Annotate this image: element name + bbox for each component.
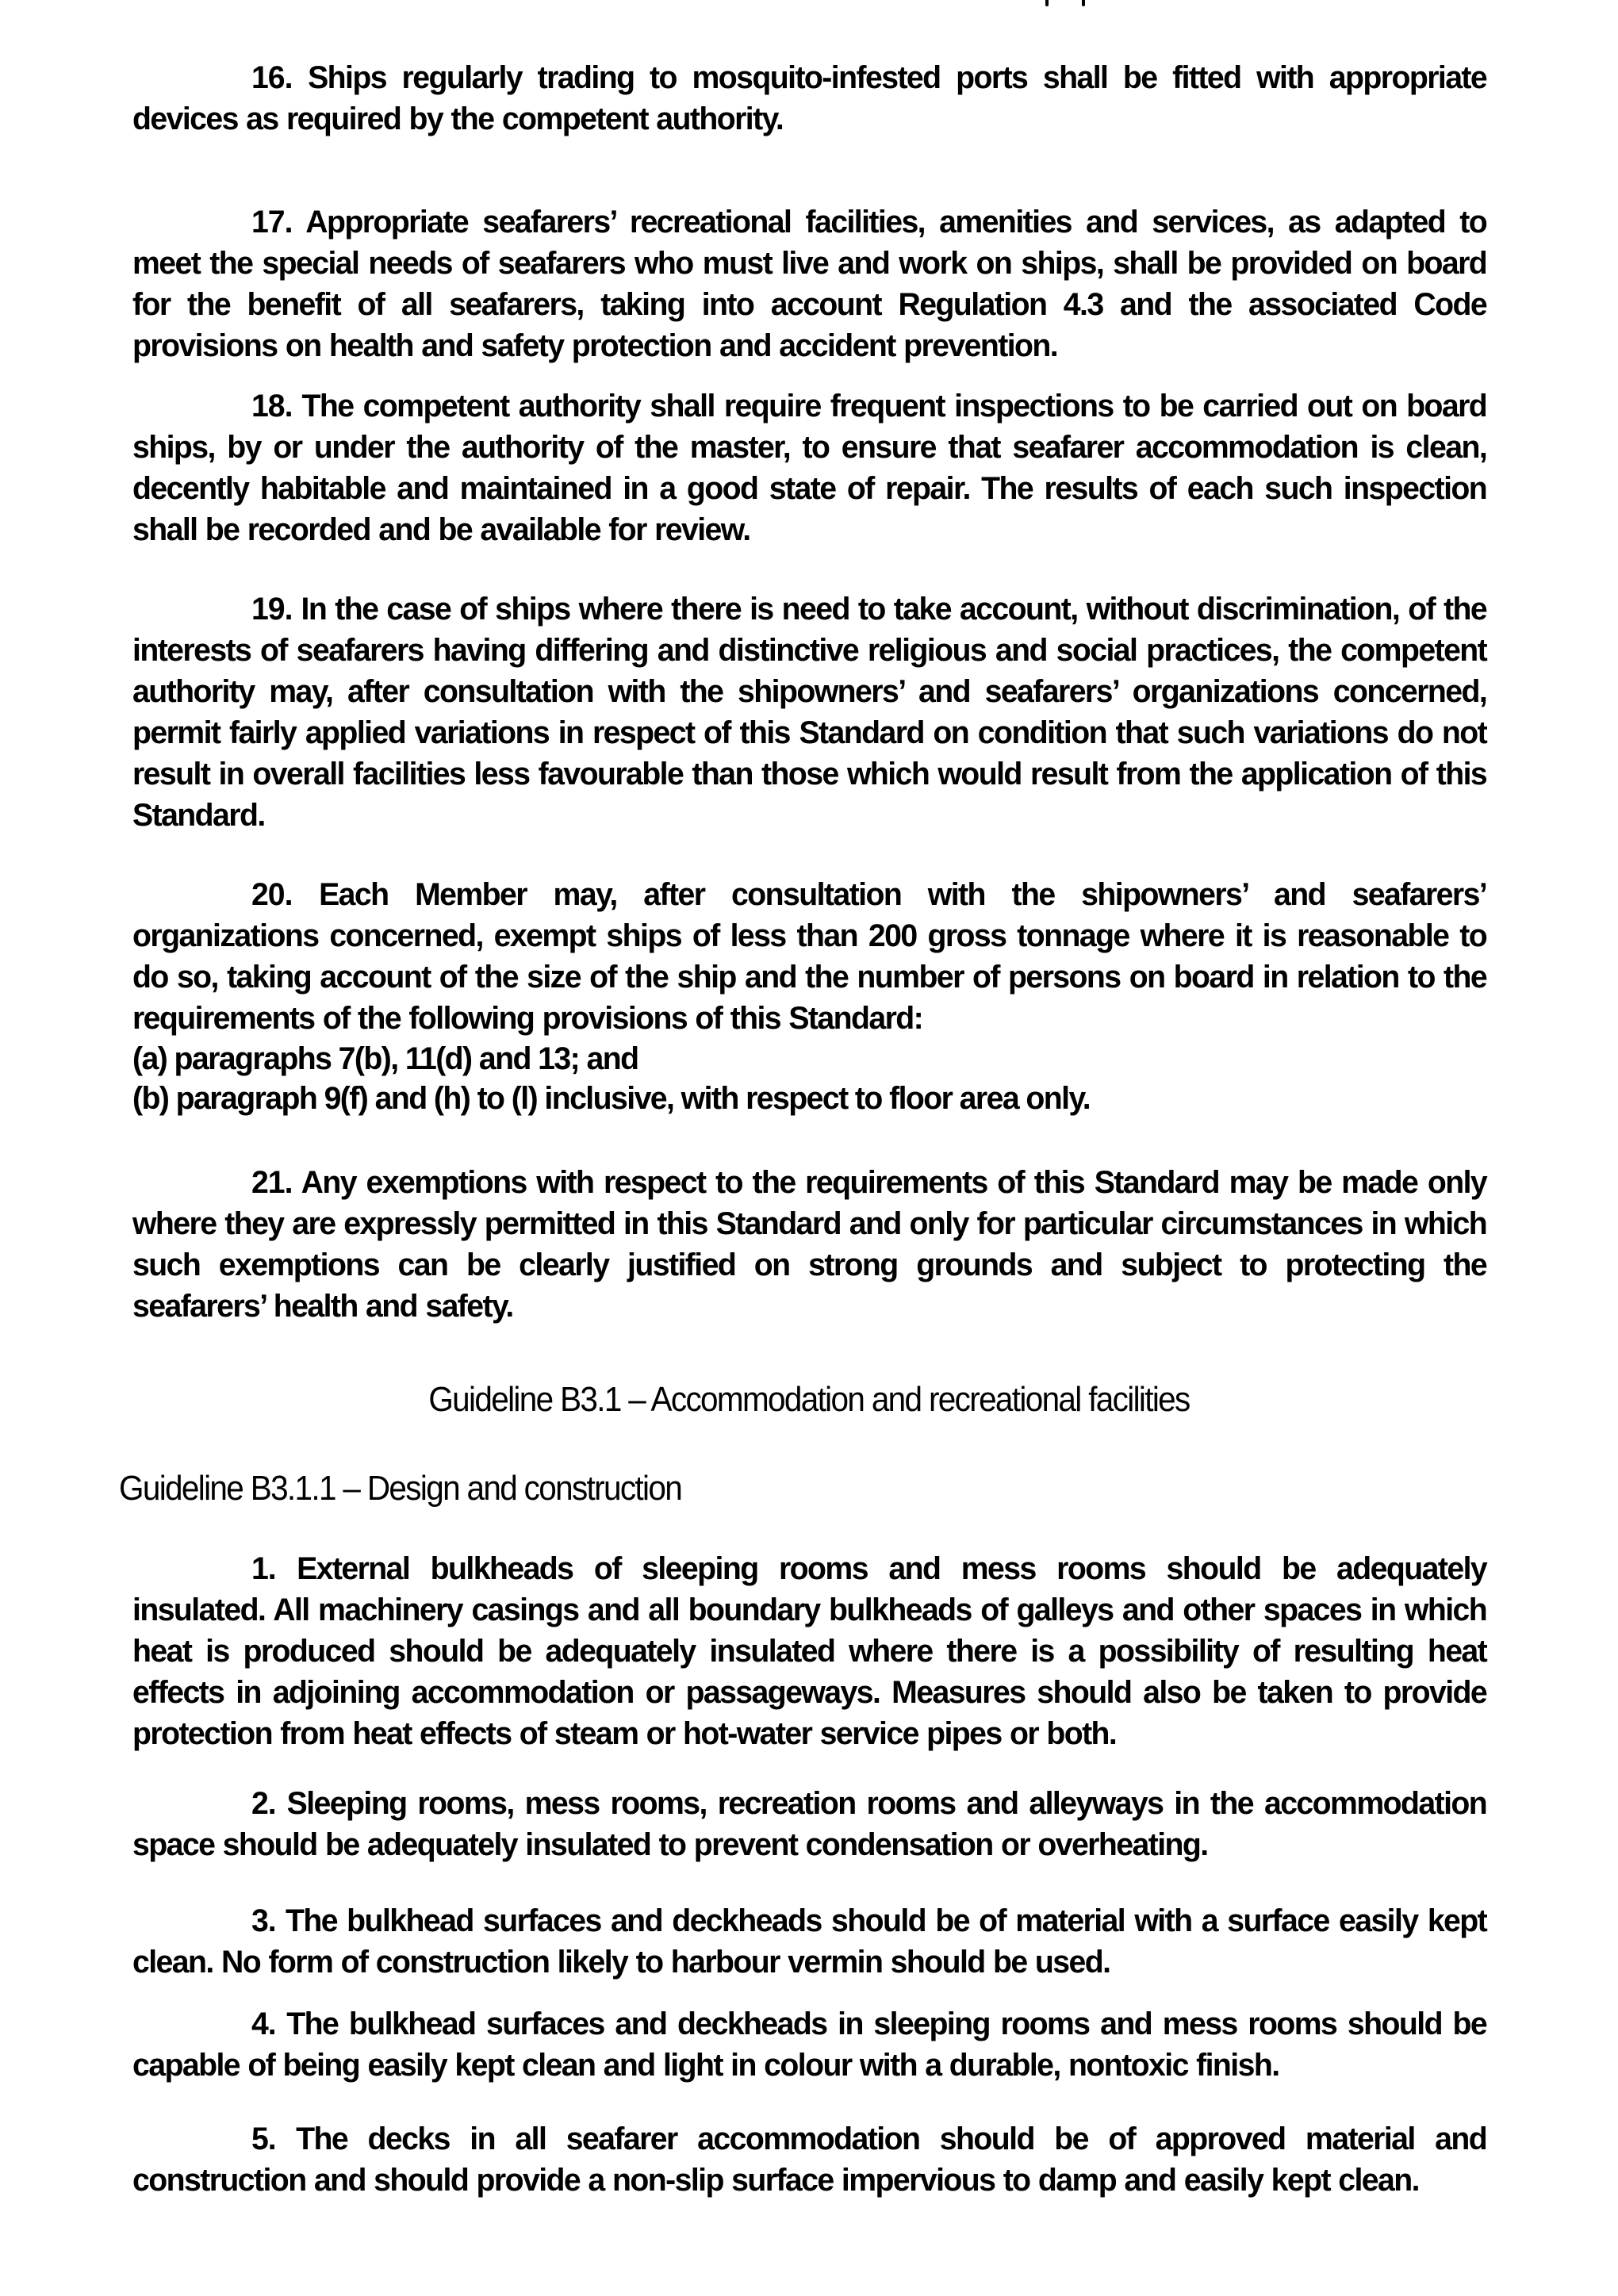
guideline-paragraph-2 <box>132 1783 1486 1865</box>
paragraph-text: The bulkhead surfaces and deckheads should be of material with a surface easily kept clean. No form of construction likely to harbour vermin should be used. <box>132 1903 1487 1980</box>
paragraph-text: In the case of ships where there is need to take account, without discrimination, of the interests of seafarers having differing and distinctive religious and social practices, the competent authority may, after consultation with the shipowners’ and seafarers’ organizations concerned, permit fairly applied variations in respect of this Standard on condition that such variations do not result in overall facilities less favourable than those which would result from the application of this Standard. <box>132 592 1487 833</box>
standard-paragraph-17 <box>132 201 1486 366</box>
paragraph-number: 5. <box>251 2122 276 2156</box>
standard-paragraph-19 <box>132 588 1486 836</box>
paragraph-text: Any exemptions with respect to the requirements of this Standard may be made only where they are expressly permitted in this Standard and only for particular circumstances in which such exemptions can be clearly justified on strong grounds and subject to protecting the seafarers’ health and safety. <box>132 1165 1487 1324</box>
list-item-a: (a) paragraphs 7(b), 11(d) and 13; and <box>132 1041 638 1076</box>
standard-paragraph-18 <box>132 385 1486 550</box>
standard-paragraph-21 <box>132 1162 1486 1327</box>
paragraph-number: 3. <box>251 1903 276 1938</box>
guideline-paragraph-4 <box>132 2003 1486 2086</box>
paragraph-text: Ships regularly trading to mosquito-infested ports shall be fitted with appropriate devices as required by the competent authority. <box>132 60 1487 136</box>
page-number-mark <box>1045 0 1101 8</box>
page-mark-right <box>1082 0 1085 6</box>
paragraph-text: Appropriate seafarers’ recreational facilities, amenities and services, as adapted to meet the special needs of seafarers who must live and work on ships, shall be provided on board for the benefit of all seafarers, taking into account Regulation 4.3 and the associated Code provisions on health and safety protection and accident prevention. <box>132 205 1487 363</box>
paragraph-number: 20. <box>251 877 293 912</box>
paragraph-number: 16. <box>251 60 293 95</box>
guideline-subheading: Guideline B3.1.1 – Design and construction <box>119 1469 682 1508</box>
paragraph-number: 2. <box>251 1786 276 1821</box>
paragraph-number: 18. <box>251 389 293 424</box>
paragraph-number: 19. <box>251 592 293 627</box>
paragraph-number: 21. <box>251 1165 293 1200</box>
paragraph-number: 17. <box>251 205 293 240</box>
paragraph-text: The decks in all seafarer accommodation should be of approved material and construction and should provide a non-slip surface impervious to damp and easily kept clean. <box>132 2122 1487 2198</box>
paragraph-text: The competent authority shall require frequent inspections to be carried out on board ships, by or under the authority of the master, to ensure that seafarer accommodation is clean, decently habitable and maintained in a good state of repair. The results of each such inspection shall be recorded and be available for review. <box>132 389 1487 547</box>
guideline-heading: Guideline B3.1 – Accommodation and recreational facilities <box>428 1380 1190 1419</box>
guideline-paragraph-5 <box>132 2118 1486 2201</box>
paragraph-text: External bulkheads of sleeping rooms and mess rooms should be adequately insulated. All machinery casings and all boundary bulkheads of galleys and other spaces in which heat is produced should be adequately insulated where there is a possibility of resulting heat effects in adjoining accommodation or passageways. Measures should also be taken to provide protection from heat effects of steam or hot-water service pipes or both. <box>132 1551 1487 1751</box>
paragraph-number: 4. <box>251 2007 276 2041</box>
paragraph-text: Each Member may, after consultation with the shipowners’ and seafarers’ organizations concerned, exempt ships of less than 200 gross tonnage where it is reasonable to do so, taking account of the size of the ship and the number of persons on board in relation to the requirements of the following provisions of this Standard: <box>132 877 1487 1036</box>
page-mark-left <box>1045 0 1049 6</box>
paragraph-number: 1. <box>251 1551 276 1586</box>
standard-paragraph-16 <box>132 57 1486 140</box>
guideline-paragraph-3 <box>132 1900 1486 1983</box>
guideline-paragraph-1 <box>132 1548 1486 1754</box>
paragraph-text: Sleeping rooms, mess rooms, recreation rooms and alleyways in the accommodation space should be adequately insulated to prevent condensation or overheating. <box>132 1786 1487 1862</box>
exemption-list <box>132 1039 1486 1118</box>
list-item-b: (b) paragraph 9(f) and (h) to (l) inclusive, with respect to floor area only. <box>132 1081 1091 1116</box>
paragraph-text: The bulkhead surfaces and deckheads in sleeping rooms and mess rooms should be capable of being easily kept clean and light in colour with a durable, nontoxic finish. <box>132 2007 1487 2083</box>
standard-paragraph-20 <box>132 874 1486 1039</box>
